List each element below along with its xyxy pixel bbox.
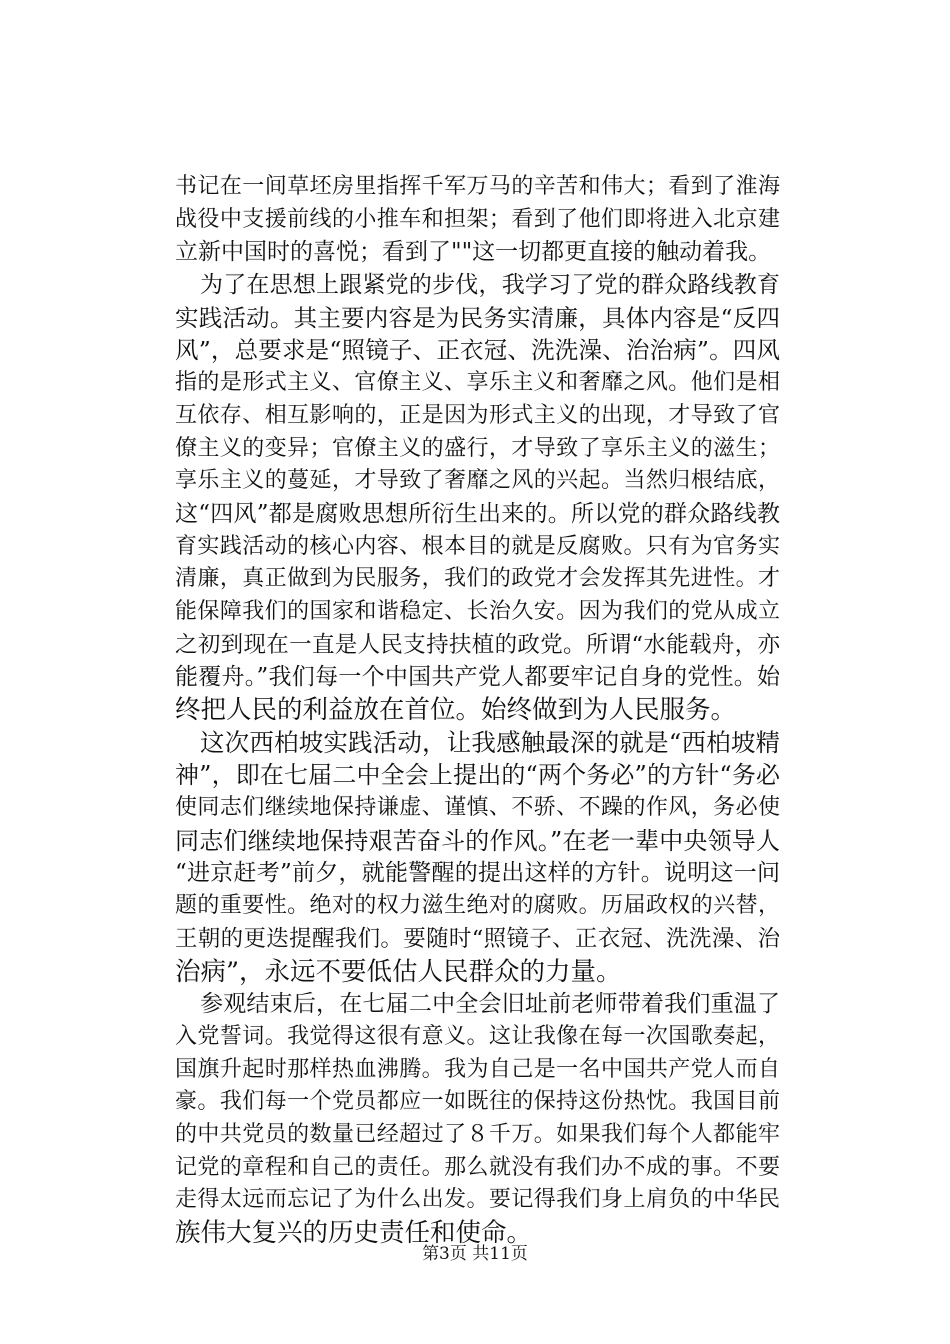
document-body	[175, 171, 780, 1250]
text-line: 题的重要性。绝对的权力滋生绝对的腐败。历届政权的兴替，	[175, 893, 780, 919]
text-line: 互依存、相互影响的，正是因为形式主义的出现，才导致了官	[175, 402, 780, 428]
text-line: 入党誓词。我觉得这很有意义。这让我像在每一次国歌奏起，	[175, 1023, 780, 1049]
text-line: 使同志们继续地保持谦虚、谨慎、不骄、不躁的作风，务必使	[175, 795, 780, 821]
text-line: 豪。我们每一个党员都应一如既往的保持这份热忱。我国目前	[175, 1089, 780, 1115]
text-line: “进京赶考”前夕，就能警醒的提出这样的方针。说明这一问	[175, 860, 780, 887]
text-line: 族伟大复兴的历史责任和使命。	[175, 1218, 533, 1248]
text-line: 僚主义的变异；官僚主义的盛行，才导致了享乐主义的滋生；	[175, 435, 780, 461]
text-line: 这“四风”都是腐败思想所衍生出来的。所以党的群众路线教	[175, 500, 780, 527]
text-line: 的中共党员的数量已经超过了８千万。如果我们每个人都能牢	[175, 1121, 780, 1147]
text-line: 参观结束后，在七届二中全会旧址前老师带着我们重温了	[200, 991, 780, 1018]
text-line: 神”，即在七届二中全会上提出的“两个务必”的方针“务必	[175, 761, 780, 790]
text-line: 终把人民的利益放在首位。始终做到为人民服务。	[175, 695, 737, 725]
text-line: 之初到现在一直是人民支持扶植的政党。所谓“水能载舟，亦	[175, 631, 780, 658]
text-line: 走得太远而忘记了为什么出发。要记得我们身上肩负的中华民	[175, 1187, 780, 1213]
text-line: 这次西柏坡实践活动，让我感触最深的就是“西柏坡精	[200, 727, 780, 757]
text-line: 享乐主义的蔓延，才导致了奢靡之风的兴起。当然归根结底，	[175, 468, 780, 494]
text-line: 指的是形式主义、官僚主义、享乐主义和奢靡之风。他们是相	[175, 370, 780, 396]
text-line: 立新中国时的喜悦；看到了""这一切都更直接的触动着我。	[175, 239, 772, 266]
page-number-footer: 第3页 共11页	[422, 1244, 528, 1264]
text-line: 国旗升起时那样热血沸腾。我为自己是一名中国共产党人而自	[175, 1056, 780, 1082]
text-line: 治病”，永远不要低估人民群众的力量。	[175, 956, 622, 987]
text-line: 战役中支援前线的小推车和担架；看到了他们即将进入北京建	[175, 206, 780, 232]
text-line: 记党的章程和自己的责任。那么就没有我们办不成的事。不要	[175, 1154, 780, 1180]
text-line: 能覆舟。”我们每一个中国共产党人都要牢记自身的党性。始	[175, 664, 780, 691]
text-line: 风”，总要求是“照镜子、正衣冠、洗洗澡、治治病”。四风	[175, 336, 780, 365]
text-line: 书记在一间草坯房里指挥千军万马的辛苦和伟大；看到了淮海	[175, 174, 780, 199]
text-line: 实践活动。其主要内容是为民务实清廉，具体内容是“反四	[175, 303, 780, 332]
text-line: 同志们继续地保持艰苦奋斗的作风。”在老一辈中央领导人	[175, 826, 780, 855]
text-line: 育实践活动的核心内容、根本目的就是反腐败。只有为官务实	[175, 533, 780, 559]
text-line: 能保障我们的国家和谐稳定、长治久安。因为我们的党从成立	[175, 598, 780, 624]
text-line: 为了在思想上跟紧党的步伐，我学习了党的群众路线教育	[200, 272, 780, 299]
text-line: 清廉，真正做到为民服务，我们的政党才会发挥其先进性。才	[175, 566, 780, 592]
text-line: 王朝的更迭提醒我们。要随时“照镜子、正衣冠、洗洗澡、治	[175, 925, 780, 952]
